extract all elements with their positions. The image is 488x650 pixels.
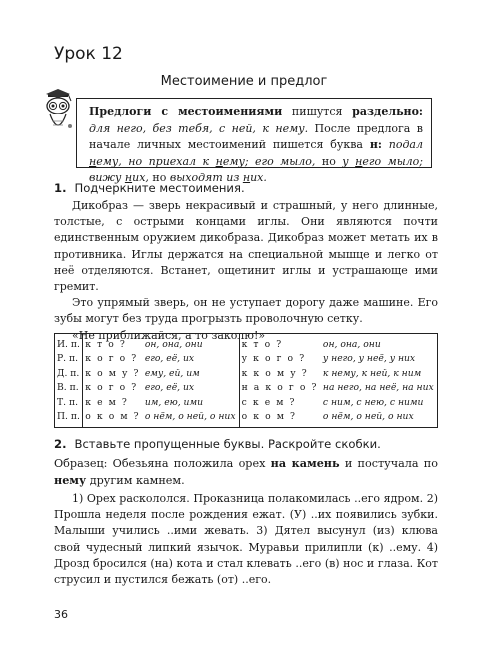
prep-pronoun-forms: на него, на неё, на них [322, 382, 434, 394]
pronoun-forms: его, её, их [144, 353, 195, 365]
owl-mascot-icon [40, 88, 80, 136]
table-row [55, 395, 438, 410]
prep-pronoun-forms: у него, у неё, у них [322, 353, 416, 365]
text-porcupine [54, 198, 438, 344]
paragraph: Дикобраз — зверь некрасивый и страшный, у него длинные, толстые, с острыми концами иглы. Они являются почти единственным оружием дикобраза. Дикобраз может метать их в противника. Иглы держатся на специальной мышце и легко от неё отделяются. Встанет, ощетинит иглы и устрашающе ими гремит. [54, 199, 438, 294]
exercise-text: 1) Орех раскололся. Проказница полакомилась ..его ядром. 2) Прошла неделя после рождения ежат. (У) ..их появились зубки. Малыши учились ..ими жевать. 3) Дятел высунул (из) клюва свой чудесный липкий язычок. Муравьи прилипли (к) ..ему. 4) Дрозд бросился (на) кота и стал клевать ..его (в) нос и глаза. Кот струсил и пустился бежать (от) ..его. [54, 492, 438, 587]
paragraph: Это упрямый зверь, он не уступает дорогу даже машине. Его зубы могут без труда прогрызть проволочную сетку. [54, 296, 438, 326]
rule-lead: Предлоги с местоимениями [89, 105, 283, 118]
topic-title: Местоимение и предлог [160, 74, 328, 89]
sample-sentence: Образец: Обезьяна положила орех на камень и постучала по нему другим камнем. [54, 456, 438, 488]
case-label: Д. п. [57, 367, 80, 379]
task-2-heading: 2. Вставьте пропущенные буквы. Раскройте скобки. [54, 437, 381, 451]
table-row [55, 410, 438, 428]
pronoun-forms: ему, ей, им [144, 367, 200, 379]
case-label: Т. п. [57, 396, 79, 408]
question: к е м ? [83, 395, 143, 410]
pronoun-forms: его, её, их [144, 382, 195, 394]
declension-table [54, 333, 438, 428]
prep-question: у к о г о ? [239, 352, 321, 367]
case-label: И. п. [57, 338, 80, 350]
pronoun-forms: им, ею, ими [144, 396, 204, 408]
table-row [55, 334, 438, 352]
task-1-heading: 1. Подчеркните местоимения. [54, 181, 245, 195]
rule-box: Предлоги с местоимениями пишутся раздельно: для него, без тебя, с ней, к нему. После предлога в начале личных местоимений пишется буква н: подал нему, но приехал к нему; его мыло, но у него мыло; вижу них, но выходят из них. [76, 98, 432, 168]
prep-pronoun-forms: к нему, к ней, к ним [322, 367, 422, 379]
paragraph: «Не приближайся, а то заколю!» [72, 328, 266, 342]
case-label: П. п. [57, 411, 80, 423]
prep-pronoun-forms: с ним, с нею, с ними [322, 396, 424, 408]
prep-question: н а к о г о ? [239, 381, 321, 396]
question: о к о м ? [83, 410, 143, 428]
table-row [55, 352, 438, 367]
question: к о г о ? [83, 381, 143, 396]
question: к о м у ? [83, 366, 143, 381]
prep-pronoun-forms: он, она, они [322, 338, 381, 350]
prep-pronoun-forms: о нём, о ней, о них [322, 411, 414, 423]
pronoun-forms: он, она, они [144, 338, 203, 350]
question: к о г о ? [83, 352, 143, 367]
pronoun-forms: о нём, о ней, о них [144, 411, 236, 423]
table-row [55, 366, 438, 381]
table-row [55, 381, 438, 396]
case-label: В. п. [57, 382, 79, 394]
prep-question: к к о м у ? [239, 366, 321, 381]
case-label: Р. п. [57, 353, 79, 365]
prep-question: к т о ? [239, 334, 321, 352]
page-number: 36 [54, 608, 68, 621]
prep-question: с к е м ? [239, 395, 321, 410]
question: к т о ? [83, 334, 143, 352]
lesson-title: Урок 12 [54, 44, 123, 64]
prep-question: о к о м ? [239, 410, 321, 428]
